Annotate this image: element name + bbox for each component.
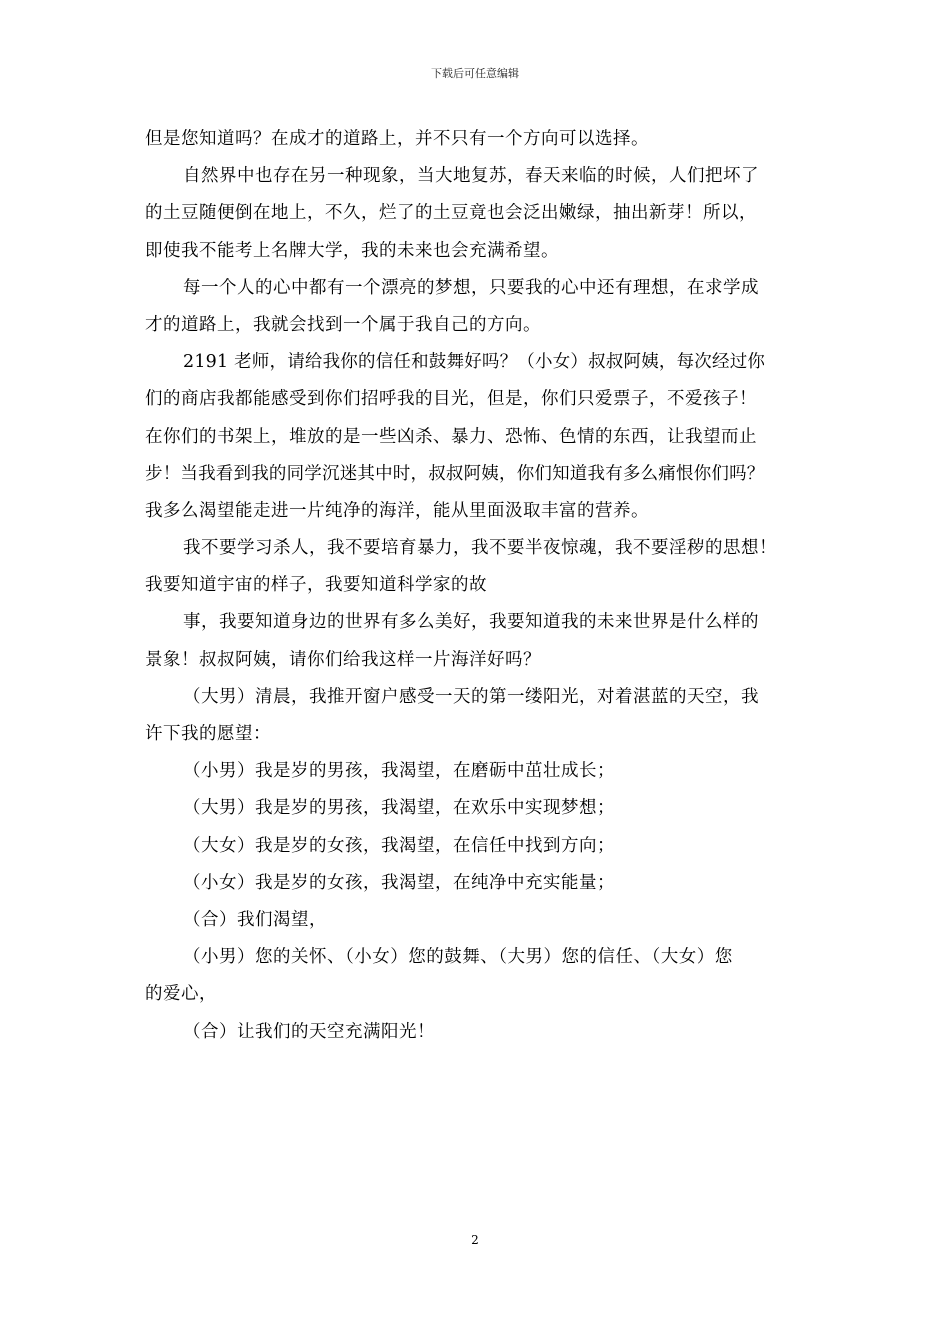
text-line: 我不要学习杀人，我不要培育暴力，我不要半夜惊魂，我不要淫秽的思想！ [183,538,777,559]
text-line: （小男）我是岁的男孩，我渴望，在磨砺中茁壮成长； [183,761,615,782]
text-line: 在你们的书架上，堆放的是一些凶杀、暴力、恐怖、色情的东西，让我望而止 [145,426,757,447]
page-number: 2 [471,1233,479,1247]
text-line: 每一个人的心中都有一个漂亮的梦想，只要我的心中还有理想，在求学成 [183,277,759,298]
text-line: 步！当我看到我的同学沉迷其中时，叔叔阿姨，你们知道我有多么痛恨你们吗？ [145,463,765,484]
text-line: 事，我要知道身边的世界有多么美好，我要知道我的未来世界是什么样的 [183,612,759,633]
text-line: 的爱心， [145,984,217,1005]
text-line: 自然界中也存在另一种现象，当大地复苏，春天来临的时候，人们把坏了 [183,166,759,187]
text-line: （合）我们渴望， [183,909,327,930]
text-line: （合）让我们的天空充满阳光！ [183,1021,435,1042]
text-line: 才的道路上，我就会找到一个属于我自己的方向。 [145,314,541,335]
text-line: 我要知道宇宙的样子，我要知道科学家的故 [145,575,487,596]
text-line: 们的商店我都能感受到你们招呼我的目光，但是，你们只爱票子，不爱孩子！ [145,389,757,410]
text-line: （小女）我是岁的女孩，我渴望，在纯净中充实能量； [183,872,615,893]
text-line: 的土豆随便倒在地上，不久，烂了的土豆竟也会泛出嫩绿，抽出新芽！所以， [145,203,757,224]
text-line: 我多么渴望能走进一片纯净的海洋，能从里面汲取丰富的营养。 [145,500,649,521]
text-line: （大男）我是岁的男孩，我渴望，在欢乐中实现梦想； [183,798,615,819]
page-header: 下载后可任意编辑 [431,67,519,80]
text-line: 许下我的愿望： [145,724,271,744]
text-line: （大男）清晨，我推开窗户感受一天的第一缕阳光，对着湛蓝的天空，我 [183,686,759,707]
text-line: （小男）您的关怀、（小女）您的鼓舞、（大男）您的信任、（大女）您 [183,947,733,968]
document-body [145,121,810,1051]
text-line: 但是您知道吗？在成才的道路上，并不只有一个方向可以选择。 [145,129,649,149]
text-line: （大女）我是岁的女孩，我渴望，在信任中找到方向； [183,835,615,856]
text-line: 2191 老师，请给我你的信任和鼓舞好吗？（小女）叔叔阿姨，每次经过你 [183,352,766,373]
text-line: 即使我不能考上名牌大学，我的未来也会充满希望。 [145,240,559,261]
text-line: 景象！叔叔阿姨，请你们给我这样一片海洋好吗？ [145,649,541,670]
